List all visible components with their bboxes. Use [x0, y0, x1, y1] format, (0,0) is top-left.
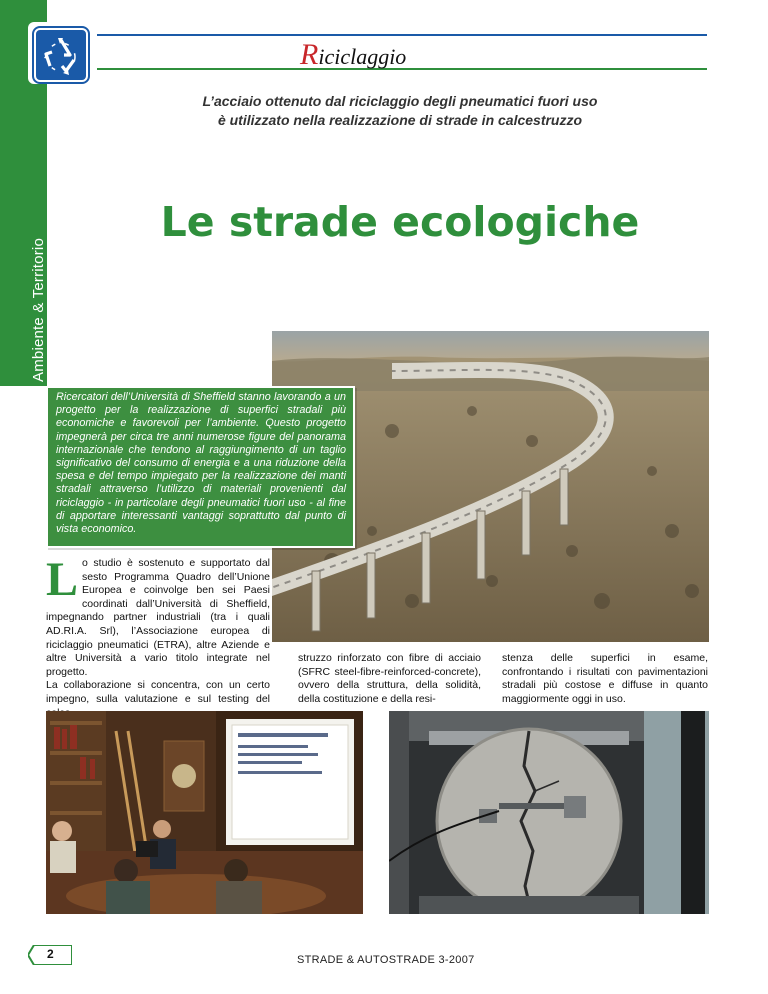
recycle-icon	[34, 28, 88, 82]
body-column-2	[298, 652, 481, 706]
section-title	[300, 38, 406, 72]
headline: Le strade ecologiche	[160, 198, 640, 246]
conference-photo	[46, 711, 363, 914]
logo	[28, 22, 90, 84]
section-title-rest: iciclaggio	[318, 44, 407, 69]
intro-box	[46, 386, 355, 548]
side-section-label: Ambiente & Territorio	[30, 238, 47, 382]
header-rule-top	[97, 34, 707, 36]
body-column-3-text: stenza delle superfici in esame, confrontando i risultati con pavimentazioni stradali più costose e diffuse in quanto maggiormente oggi in uso.	[502, 652, 708, 705]
page-number: 2	[47, 947, 54, 961]
body-column-2-text: struzzo rinforzato con fibre di acciaio (SFRC steel-fibre-reinforced-concrete), ovvero della struttura, della solidità, della costituzione e della resi-	[298, 652, 481, 705]
footer-publication: STRADE & AUTOSTRADE 3-2007	[297, 954, 475, 966]
body-column-1-paragraph-1: o studio è sostenuto e supportato dal sesto Programma Quadro dell’Unione Europea e coinvolge ben sei Paesi coordinati dall’Università di Sheffield, impegnando partner industriali (tra i quali AD.RI.A. Srl), l’Associazione europea di riciclaggio pneumatici (ETRA), altre Aziende e altre Università a vario titolo integrate nel progetto.	[46, 557, 270, 678]
body-column-1	[46, 553, 270, 720]
kicker-line-2: è utilizzato nella realizzazione di strade in calcestruzzo	[217, 112, 583, 128]
intro-text: Ricercatori dell’Università di Sheffield stanno lavorando a un progetto per la realizzazione di superfici stradali più economiche e favorevoli per l’ambiente. Questo progetto impegnerà per circa tre anni numerose figure del panorama internazionale che tendono al raggiungimento di un taglio significativo del consumo di energia e a una riduzione della spesa e del tempo impiegato per la realizzazione dei manti stradali attraverso l’utilizzo di materiali provenienti dal riciclaggio - in particolare degli pneumatici fuori uso - al fine di apportare interessanti vantaggi soprattutto dal punto di vista economico.	[56, 391, 346, 536]
concrete-test-photo	[389, 711, 709, 914]
drop-cap: L	[46, 553, 79, 606]
kicker	[100, 92, 700, 130]
section-title-initial: R	[300, 38, 319, 71]
page-number-tab	[28, 945, 72, 965]
kicker-line-1: L’acciaio ottenuto dal riciclaggio degli pneumatici fuori uso	[202, 93, 598, 109]
body-column-1-paragraph-2: La collaborazione si concentra, con un certo impegno, sulla valutazione e sul testing del	[46, 679, 270, 705]
body-column-3	[502, 652, 708, 706]
